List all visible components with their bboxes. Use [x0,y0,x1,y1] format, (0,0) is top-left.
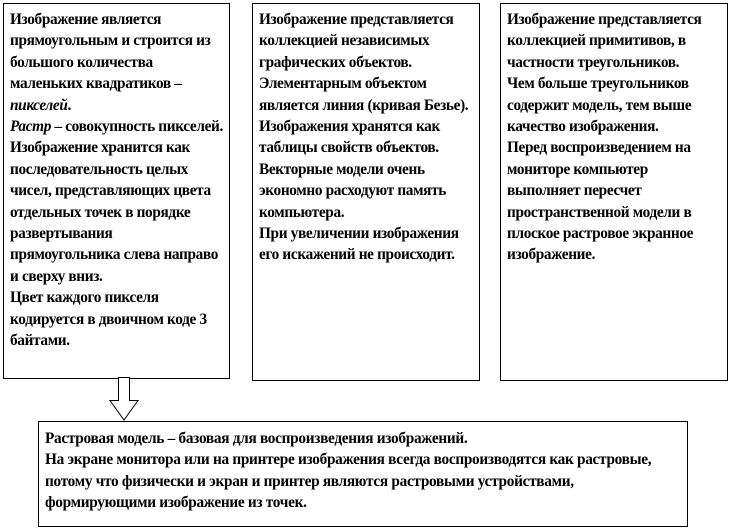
vector-paragraph-2: Элементарным объектом является линия (кривая Безье). [259,75,469,114]
raster-p1-end: . [67,96,72,114]
3d-model-box [500,3,728,381]
summary-line-1: Растровая модель – базовая для воспроизведения изображений. [45,430,468,447]
raster-paragraph-4: Цвет каждого пикселя кодируется в двоичном коде 3 байтами. [10,289,207,350]
summary-line-2: На экране монитора или на принтере изображения всегда воспроизводятся как растровые, потому что физически и экран и принтер являются растровыми устройствами, формирующими изображение из точек. [45,451,652,512]
vector-paragraph-3: Изображения хранятся как таблицы свойств объектов. [259,118,440,157]
raster-p2-text: – совокупность пикселей. [51,118,223,136]
pixels-term: пикселей [10,96,68,114]
raster-paragraph-3: Изображение хранится как последовательность целых чисел, представляющих цвета отдельных точек в порядке развертывания прямоугольника слева направо и сверху вниз. [10,139,219,285]
vector-paragraph-1: Изображение представляется коллекцией независимых графических объектов. [259,11,454,71]
vector-paragraph-5: При увеличении изображения его искажений не происходит. [259,225,459,264]
raster-model-box [3,3,230,379]
vector-model-box [252,3,480,381]
raster-p1-text: Изображение является прямоугольным и строится из большого количества маленьких квадратиков – [10,11,211,93]
raster-term: Растр [10,118,51,136]
3d-paragraph-1: Изображение представляется коллекцией примитивов, в частности треугольников. [507,11,702,71]
raster-paragraph-2 [10,116,223,137]
vector-paragraph-4: Векторные модели очень экономно расходуют память компьютера. [259,160,446,221]
raster-paragraph-1 [10,9,223,116]
3d-paragraph-2: Чем больше треугольников содержит модель, тем выше качество изображения. [507,75,692,136]
summary-box [38,421,688,527]
down-arrow-icon [109,377,139,421]
3d-paragraph-3: Перед воспроизведением на мониторе компьютер выполняет пересчет пространственной модели в плоское растровое экранное изображение. [507,139,694,264]
